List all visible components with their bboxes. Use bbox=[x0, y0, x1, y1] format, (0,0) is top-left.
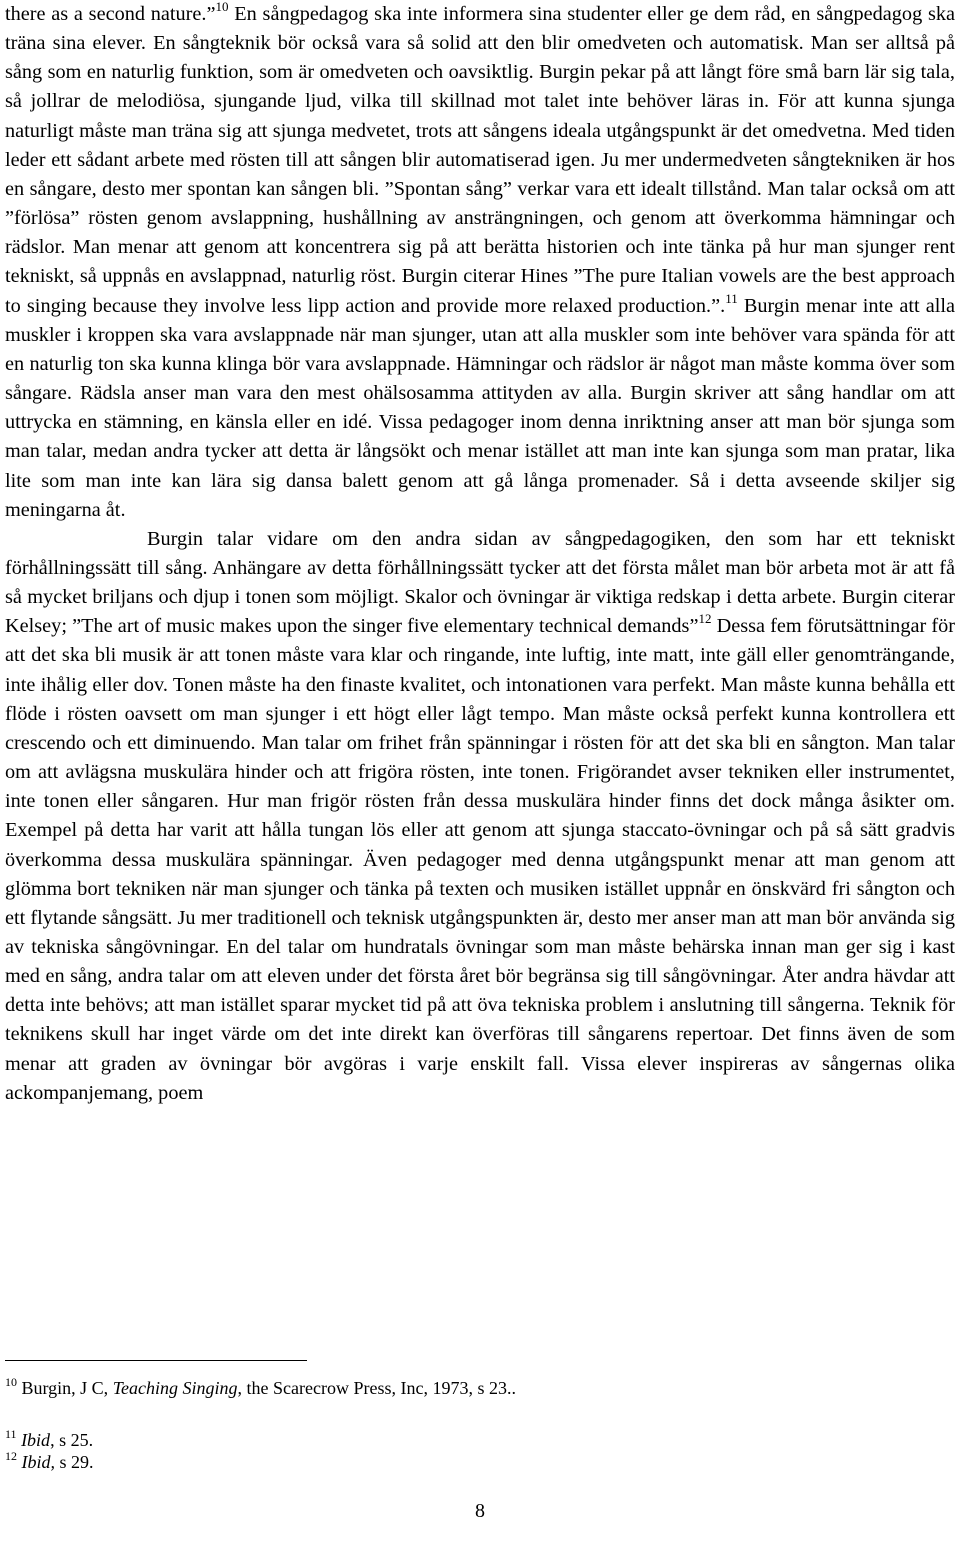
footnote-separator bbox=[5, 1360, 307, 1361]
footnote-number: 10 bbox=[5, 1375, 17, 1389]
paragraph-text: Burgin talar vidare om den andra sidan av sångpedagogiken, den som har ett tekniskt förhållningssätt till sång. Anhängare av detta förhållningssätt tycker att det första målet man bör arbeta mot är att få så mycket briljans och djup i tonen som möjligt. Skalor och övningar är viktiga redskap i detta arbete. Burgin citerar Kelsey; ”The art of music makes upon the singer five elementary technical demands” bbox=[5, 527, 955, 638]
paragraph-text: there as a second nature.” bbox=[5, 3, 216, 25]
paragraph-1 bbox=[5, 0, 955, 525]
footnote-11 bbox=[5, 1429, 955, 1451]
footnote-text: , the Scarecrow Press, Inc, 1973, s 23.. bbox=[237, 1378, 516, 1398]
paragraph-text: Burgin menar inte att alla muskler i kroppen ska vara avslappnade när man sjunger, utan att alla muskler som inte behöver vara spända för att en naturlig ton ska kunna klinga bör vara avslappnade. Hämningar och rädslor är något man måste komma över som sångare. Rädsla anser man vara den mest ohälsosamma attityden av alla. Burgin skriver att sång handlar om att uttrycka en stämning, en känsla eller en idé. Vissa pedagoger inom denna inriktning anser att man bör sjunga som man talar, medan andra tycker att detta är långsökt och menar istället att man inte kan sjunga som man pratar, lika lite som man inte kan lära sig dansa balett genom att gå långa promenader. Så i detta avseende skiljer sig meningarna åt. bbox=[5, 294, 955, 521]
footnote-book-title: Teaching Singing bbox=[112, 1378, 238, 1398]
paragraph-text: En sångpedagog ska inte informera sina studenter eller ge dem råd, en sångpedagog ska träna sina elever. En sångteknik bör också vara så solid att den blir omedveten och automatisk. Man ser alltså på sång som en naturlig funktion, som är omedveten och oavsiktlig. Burgin pekar på att långt före små barn lär sig tala, så jollrar de melodiösa, sjungande ljud, vilka till skillnad mot talet inte behöver läras in. För att kunna sjunga naturligt måste man träna sig att sjunga medvetet, trots att sångens ideala utgångspunkt är det omedvetna. Med tiden leder ett sådant arbete med rösten till att sången blir automatiserad igen. Ju mer undermedveten sångtekniken är hos en sångare, desto mer spontan kan sången bli. ”Spontan sång” verkar vara ett idealt tillstånd. Man talar också om att ”förlösa” rösten genom avslappning, hushållning av ansträngningen, och genom att överkomma hämningar och rädslor. Man menar att genom att koncentrera sig på att berätta historien och inte tänka på hur man sjunger rent tekniskt, så uppnås en avslappnad, naturlig röst. Burgin citerar Hines ”The pure Italian vowels are the best approach to singing because they involve less lipp action and provide more relaxed production.”. bbox=[5, 3, 955, 317]
footnote-number: 11 bbox=[5, 1427, 17, 1441]
footnote-ibid: Ibid bbox=[21, 1430, 51, 1450]
body-text bbox=[5, 0, 955, 1108]
footnote-text: s 29. bbox=[55, 1452, 94, 1472]
footnote-ibid: Ibid, bbox=[21, 1452, 55, 1472]
footnote-ref-12: 12 bbox=[698, 611, 712, 627]
paragraph-text: Dessa fem förutsättningar för att det ska bli musik är att tonen måste vara klar och ringande, inte luftig, inte matt, inte gäll eller genomträngande, inte ihålig eller dov. Tonen måste ha den finaste kvalitet, och intonationen vara perfekt. Man måste kunna behålla ett flöde i rösten oavsett om man sjunger i ett högt eller lågt tempo. Man måste också perfekt kunna kontrollera ett crescendo och ett diminuendo. Man talar om frihet från spänningar i rösten för att det ska bli en sångton. Man talar om att avlägsna muskulära hinder och att frigöra rösten, inte tonen. Frigörandet avser tekniken eller instrumentet, inte tonen eller sångaren. Hur man frigör rösten från dessa muskulära hinder finns det dock många åsikter om. Exempel på detta har varit att hålla tungan lös eller att genom att sjunga staccato-övningar och på så sätt gradvis överkomma dessa muskulära spänningar. Även pedagoger med denna utgångspunkt menar att man genom att glömma bort tekniken när man sjunger och tänka på texten och musiken istället uppnår en önskvärd fri sångton och ett flytande sångsätt. Ju mer traditionell och teknisk utgångspunkten är, desto mer anser man att man bör använda sig av tekniska sångövningar. En del talar om hundratals övningar som man måste behärska innan man ger sig i kast med en sång, andra talar om att eleven under det första året bör begränsa sig till sångövningar. Åter andra hävdar att detta inte behövs; att man istället sparar mycket tid på att öva tekniska problem i anslutning till sångerna. Teknik för teknikens skull har inget värde om det inte direkt kan överföras till sångarens repertoar. Det finns även de som menar att graden av övningar bör avgöras i varje enskilt fall. Vissa elever inspireras av sångernas olika ackompanjemang, poem bbox=[5, 615, 956, 1104]
paragraph-2 bbox=[5, 525, 955, 1108]
footnote-ref-10: 10 bbox=[215, 0, 229, 14]
footnote-10 bbox=[5, 1377, 955, 1399]
page-number: 8 bbox=[475, 1500, 485, 1522]
footnote-ref-11: 11 bbox=[725, 290, 738, 306]
footnote-text: , s 25. bbox=[50, 1430, 94, 1450]
footnote-12 bbox=[5, 1451, 955, 1473]
footnote-text: Burgin, J C, bbox=[17, 1378, 113, 1398]
footnote-number: 12 bbox=[5, 1449, 17, 1463]
